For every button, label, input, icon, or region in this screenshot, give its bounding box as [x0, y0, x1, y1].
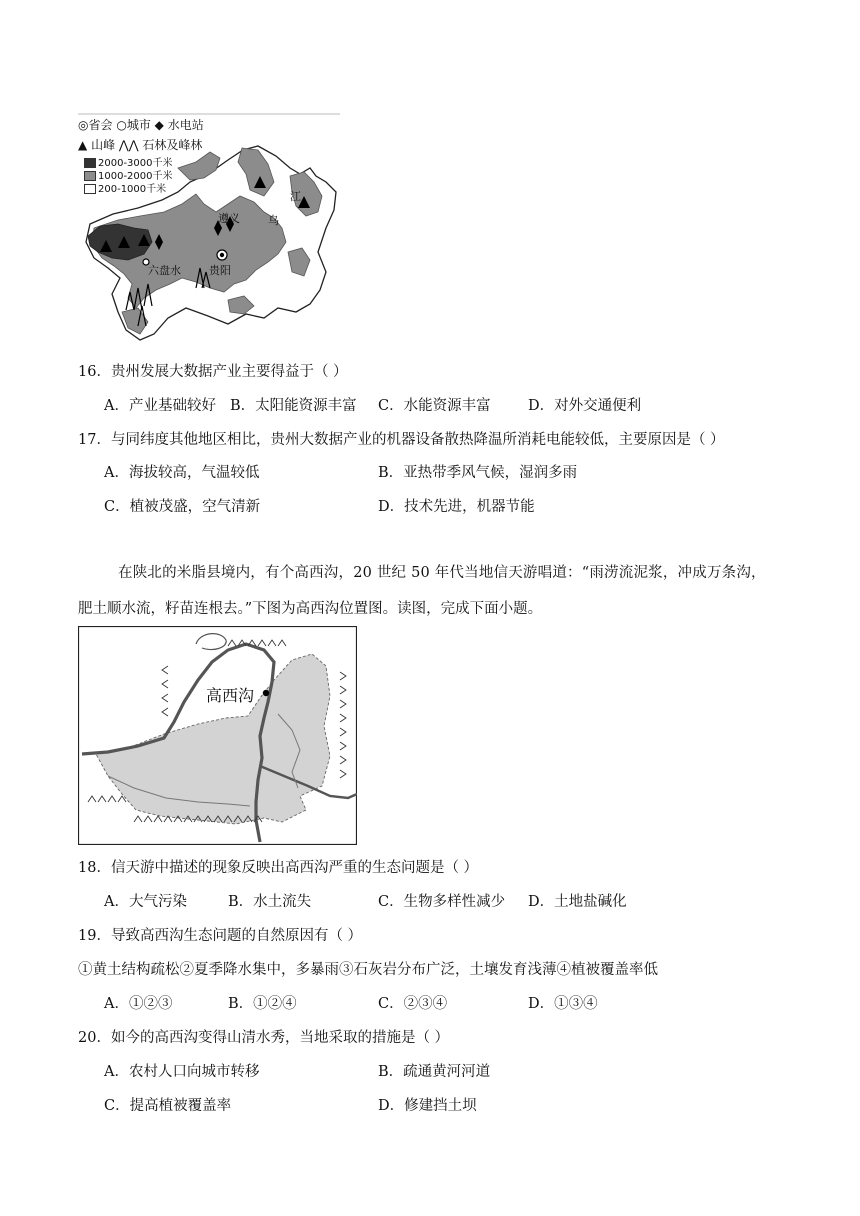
q18-option-a[interactable]: A．大气污染: [104, 894, 187, 910]
gaoxigou-map-graphic: [78, 626, 357, 845]
q19-option-a[interactable]: A．①②③: [104, 996, 173, 1012]
question-18-stem: 18．信天游中描述的现象反映出高西沟严重的生态问题是（ ）: [78, 860, 479, 876]
q18-option-d[interactable]: D．土地盐碱化: [528, 894, 627, 910]
label-jiang: 江: [290, 190, 301, 203]
q18-option-b[interactable]: B．水土流失: [228, 894, 312, 910]
q17-option-a[interactable]: A．海拔较高，气温较低: [104, 465, 260, 481]
legend-level-high-label: 2000-3000千米: [98, 158, 173, 169]
q19-option-b[interactable]: B．①②④: [228, 996, 297, 1012]
provincial-capital-icon: ◎: [78, 118, 89, 132]
question-17-stem: 17．与同纬度其他地区相比，贵州大数据产业的机器设备散热降温所消耗电能较低，主要原因是（ ）: [78, 432, 725, 448]
legend-peak: 山峰: [91, 138, 116, 152]
legend-level-low-label: 200-1000千米: [98, 184, 167, 195]
legend-hydropower: 水电站: [167, 118, 204, 132]
q20-option-a[interactable]: A．农村人口向城市转移: [104, 1064, 260, 1080]
legend-capital: 省会: [88, 118, 113, 132]
label-liupanshui: 六盘水: [148, 264, 181, 277]
question-19-statements: ①黄土结构疏松②夏季降水集中，多暴雨③石灰岩分布广泛，土壤发育浅薄④植被覆盖率低: [78, 962, 658, 978]
label-wu: 乌: [268, 214, 279, 227]
q16-option-a[interactable]: A．产业基础较好: [104, 398, 216, 414]
legend-level-low: [84, 180, 166, 195]
q17-option-b[interactable]: B．亚热带季风气候，湿润多雨: [378, 465, 578, 481]
peak-icon: ▲: [78, 138, 88, 152]
q16-option-d[interactable]: D．对外交通便利: [528, 398, 642, 414]
city-icon: ○: [116, 118, 127, 132]
q20-option-d[interactable]: D．修建挡土坝: [378, 1098, 477, 1114]
q19-option-c[interactable]: C．②③④: [378, 996, 448, 1012]
map-legend-row1: [78, 116, 204, 133]
passage-line-1: 在陕北的米脂县境内，有个高西沟，20 世纪 50 年代当地信天游唱道：“雨涝流泥浆，冲成万条沟，: [118, 565, 766, 581]
q17-option-c[interactable]: C．植被茂盛，空气清新: [104, 499, 261, 515]
question-16-stem: 16．贵州发展大数据产业主要得益于（ ）: [78, 364, 348, 380]
q16-option-b[interactable]: B．太阳能资源丰富: [230, 398, 357, 414]
q19-option-d[interactable]: D．①③④: [528, 996, 598, 1012]
q18-option-c[interactable]: C．生物多样性减少: [378, 894, 506, 910]
gaoxigou-map: [78, 626, 357, 845]
map-legend-row2: [78, 136, 202, 153]
legend-level-mid-label: 1000-2000千米: [98, 171, 173, 182]
question-20-stem: 20．如今的高西沟变得山清水秀，当地采取的措施是（ ）: [78, 1030, 450, 1046]
label-zunyi: 遵义: [218, 212, 240, 225]
legend-karst: 石林及峰林: [142, 138, 203, 152]
label-gaoxigou: 高西沟: [206, 686, 255, 705]
label-guiyang: 贵阳: [209, 264, 231, 277]
legend-city: 城市: [126, 118, 151, 132]
q20-option-b[interactable]: B．疏通黄河河道: [378, 1064, 491, 1080]
q20-option-c[interactable]: C．提高植被覆盖率: [104, 1098, 232, 1114]
gaoxigou-location-marker: [263, 690, 269, 696]
karst-forest-icon: ⋀⋀: [118, 138, 143, 152]
hydropower-icon: ◆: [154, 118, 168, 132]
swatch-low: [84, 184, 96, 194]
question-19-stem: 19．导致高西沟生态问题的自然原因有（ ）: [78, 928, 363, 944]
guizhou-map: [78, 112, 343, 344]
passage-line-2: 肥土顺水流，籽苗连根去。”下图为高西沟位置图。读图，完成下面小题。: [78, 601, 543, 617]
q16-option-c[interactable]: C．水能资源丰富: [378, 398, 491, 414]
q17-option-d[interactable]: D．技术先进，机器节能: [378, 499, 535, 515]
